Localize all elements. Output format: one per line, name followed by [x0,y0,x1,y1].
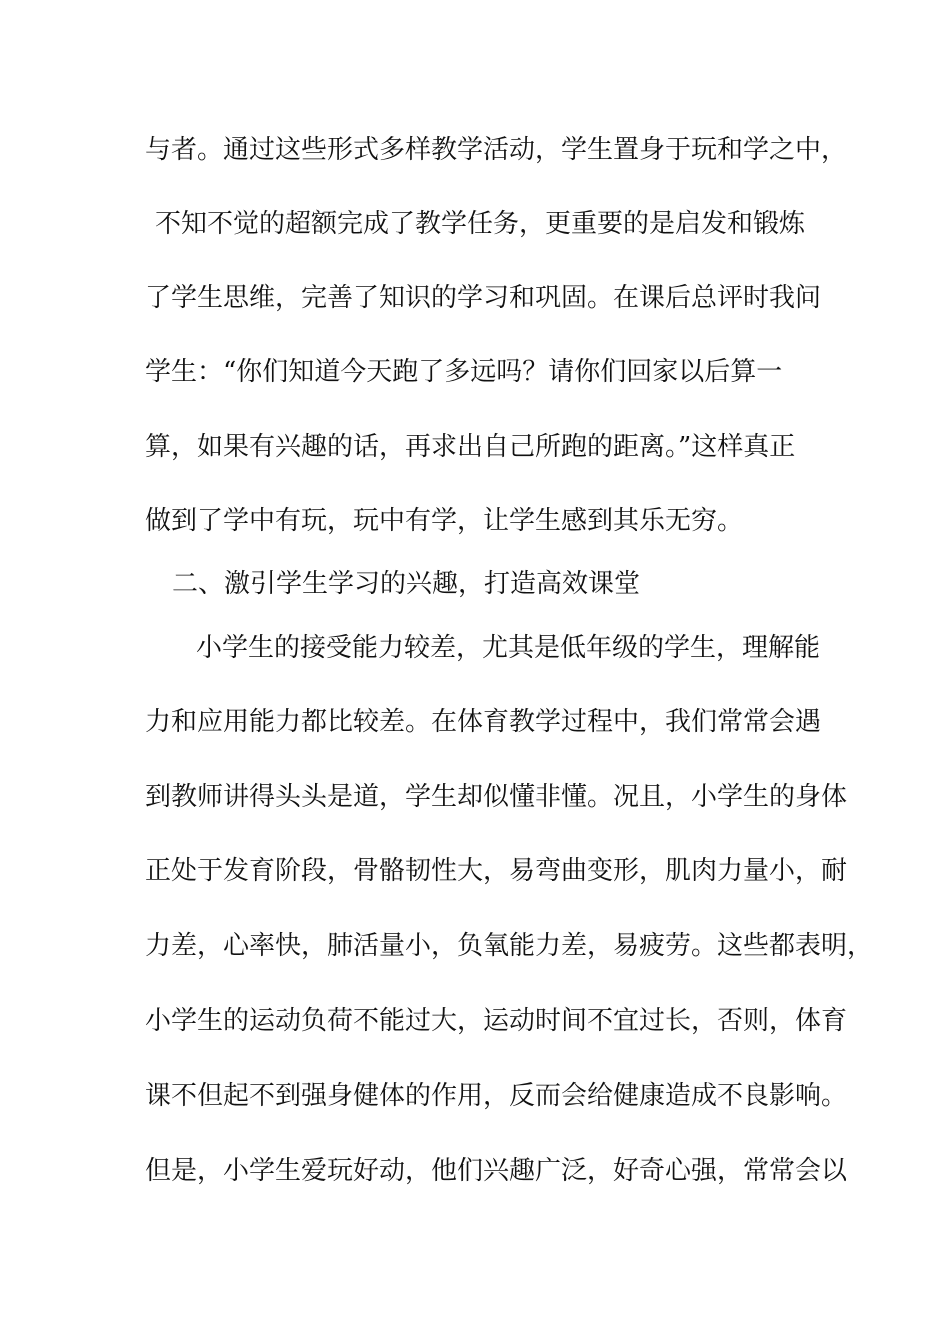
paragraph-line: 力和应用能力都比较差。在体育教学过程中，我们常常会遇 [145,707,822,737]
paragraph-line: 了学生思维，完善了知识的学习和巩固。在课后总评时我问 [145,283,822,313]
paragraph-line: 但是，小学生爱玩好动，他们兴趣广泛，好奇心强，常常会以 [145,1156,848,1186]
paragraph-line: 力差，心率快，肺活量小，负氧能力差，易疲劳。这些都表明， [145,931,874,961]
section-heading: 二、激引学生学习的兴趣，打造高效课堂 [172,569,641,599]
paragraph-line: 到教师讲得头头是道，学生却似懂非懂。况且，小学生的身体 [145,782,848,812]
paragraph-line: 学生：“你们知道今天跑了多远吗？请你们回家以后算一 [145,357,783,387]
paragraph-line: 正处于发育阶段，骨骼韧性大，易弯曲变形，肌肉力量小，耐 [145,856,848,886]
paragraph-line: 不知不觉的超额完成了教学任务，更重要的是启发和锻炼 [155,209,806,239]
paragraph-line: 与者。通过这些形式多样教学活动，学生置身于玩和学之中， [145,135,848,165]
paragraph-line: 小学生的接受能力较差，尤其是低年级的学生，理解能 [196,633,821,663]
paragraph-line: 课不但起不到强身健体的作用，反而会给健康造成不良影响。 [145,1081,848,1111]
paragraph-line: 做到了学中有玩，玩中有学，让学生感到其乐无穷。 [145,506,744,536]
paragraph-line: 算，如果有兴趣的话，再求出自己所跑的距离。”这样真正 [145,432,796,462]
paragraph-line: 小学生的运动负荷不能过大，运动时间不宜过长，否则，体育 [145,1006,848,1036]
